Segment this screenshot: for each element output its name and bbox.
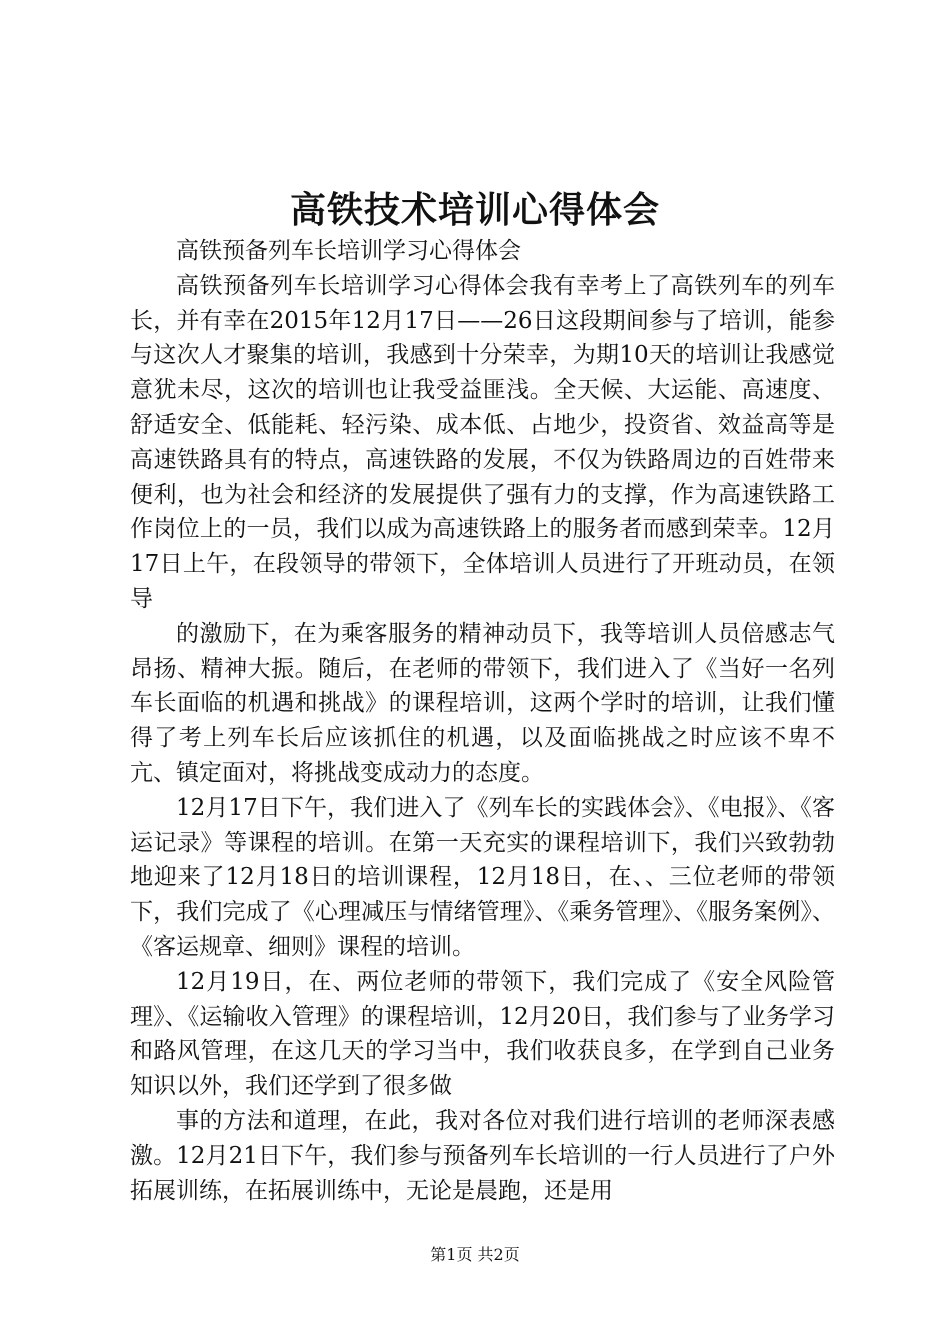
paragraph: 事的方法和道理，在此，我对各位对我们进行培训的老师深表感激。12月21日下午，我们参与预备列车长培训的一行人员进行了户外拓展训练，在拓展训练中，无论是晨跑，还是用: [130, 1107, 835, 1204]
page-footer: 第1页 共2页: [430, 1245, 520, 1264]
paragraph: 的激励下，在为乘客服务的精神动员下，我等培训人员倍感志气昂扬、精神大振。随后，在老师的带领下，我们进入了《当好一名列车长面临的机遇和挑战》的课程培训，这两个学时的培训，让我们懂得了考上列车长后应该抓住的机遇，以及面临挑战之时应该不卑不亢、镇定面对，将挑战变成动力的态度。: [130, 620, 835, 786]
document-body: [130, 234, 835, 1208]
paragraph: 高铁预备列车长培训学习心得体会我有幸考上了高铁列车的列车长，并有幸在2015年12月17日——26日这段期间参与了培训，能参与这次人才聚集的培训，我感到十分荣幸，为期10天的培训让我感觉意犹未尽，这次的培训也让我受益匪浅。全天候、大运能、高速度、舒适安全、低能耗、轻污染、成本低、占地少，投资省、效益高等是高速铁路具有的特点，高速铁路的发展，不仅为铁路周边的百姓带来便利，也为社会和经济的发展提供了强有力的支撑，作为高速铁路工作岗位上的一员，我们以成为高速铁路上的服务者而感到荣幸。12月17日上午，在段领导的带领下，全体培训人员进行了开班动员，在领导: [130, 272, 835, 612]
paragraph: 12月17日下午，我们进入了《列车长的实践体会》、《电报》、《客运记录》等课程的培训。在第一天充实的课程培训下，我们兴致勃勃地迎来了12月18日的培训课程，12月18日，在、、三位老师的带领下，我们完成了《心理减压与情绪管理》、《乘务管理》、《服务案例》、《客运规章、细则》课程的培训。: [130, 794, 835, 960]
document-title: 高铁技术培训心得体会: [289, 189, 660, 231]
paragraph: 12月19日，在、两位老师的带领下，我们完成了《安全风险管理》、《运输收入管理》的课程培训，12月20日，我们参与了业务学习和路风管理，在这几天的学习当中，我们收获良多，在学到自己业务知识以外，我们还学到了很多做: [130, 968, 835, 1100]
paragraph-subtitle: 高铁预备列车长培训学习心得体会: [176, 238, 521, 264]
